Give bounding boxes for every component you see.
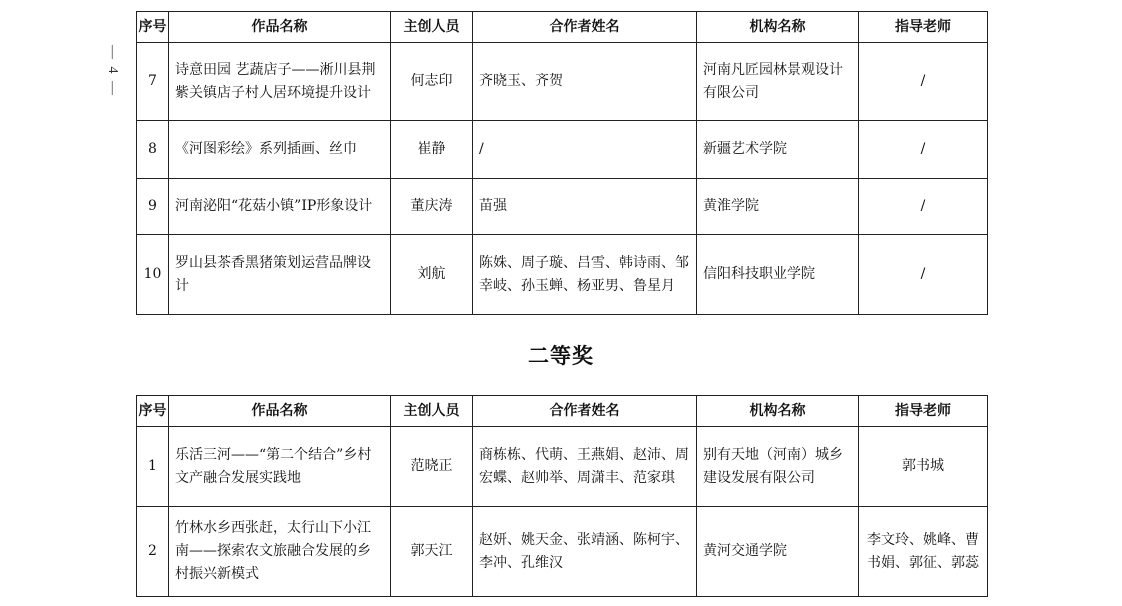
- row-institution: 河南凡匠园林景观设计有限公司: [697, 43, 859, 121]
- row-collaborators: 赵妍、姚天金、张靖涵、陈柯宇、李冲、孔维汉: [473, 507, 697, 597]
- section-title-second-prize: 二等奖: [528, 344, 594, 368]
- row-no: 2: [137, 507, 169, 597]
- header-advisor: 指导老师: [859, 12, 988, 43]
- header-no: 序号: [137, 12, 169, 43]
- row-collaborators: 苗强: [473, 179, 697, 235]
- row-creator: 范晓正: [391, 427, 473, 507]
- row-creator: 何志印: [391, 43, 473, 121]
- table-row: [137, 427, 988, 507]
- row-advisor: 郭书城: [859, 427, 988, 507]
- row-institution: 别有天地（河南）城乡建设发展有限公司: [697, 427, 859, 507]
- row-institution: 黄淮学院: [697, 179, 859, 235]
- header-collaborators: 合作者姓名: [473, 12, 697, 43]
- row-creator: 崔静: [391, 121, 473, 179]
- row-work: 乐活三河——“第二个结合”乡村文产融合发展实践地: [169, 427, 391, 507]
- row-work: 诗意田园 艺蔬店子——淅川县荆紫关镇店子村人居环境提升设计: [169, 43, 391, 121]
- header-no: 序号: [137, 396, 169, 427]
- header-institution: 机构名称: [697, 396, 859, 427]
- table-header-row: [137, 12, 988, 43]
- table-row: [137, 179, 988, 235]
- header-work: 作品名称: [169, 396, 391, 427]
- header-advisor: 指导老师: [859, 396, 988, 427]
- row-institution: 黄河交通学院: [697, 507, 859, 597]
- header-collaborators: 合作者姓名: [473, 396, 697, 427]
- row-creator: 郭天江: [391, 507, 473, 597]
- row-creator: 刘航: [391, 235, 473, 315]
- row-creator: 董庆涛: [391, 179, 473, 235]
- second-prize-table: [136, 395, 988, 597]
- row-institution: 信阳科技职业学院: [697, 235, 859, 315]
- row-no: 7: [137, 43, 169, 121]
- row-advisor: 李文玲、姚峰、曹书娟、郭征、郭蕊: [859, 507, 988, 597]
- row-no: 8: [137, 121, 169, 179]
- row-collaborators: 商栋栋、代萌、王燕娟、赵沛、周宏蝶、赵帅举、周潇丰、范家琪: [473, 427, 697, 507]
- row-no: 10: [137, 235, 169, 315]
- table-row: [137, 235, 988, 315]
- table-row: [137, 121, 988, 179]
- row-work: 河南泌阳“花菇小镇”IP形象设计: [169, 179, 391, 235]
- page-number: — 4 —: [105, 45, 120, 97]
- row-no: 1: [137, 427, 169, 507]
- row-advisor: /: [859, 235, 988, 315]
- row-advisor: /: [859, 121, 988, 179]
- row-institution: 新疆艺术学院: [697, 121, 859, 179]
- row-advisor: /: [859, 43, 988, 121]
- row-collaborators: 齐晓玉、齐贺: [473, 43, 697, 121]
- table-row: [137, 43, 988, 121]
- row-work: 《河图彩绘》系列插画、丝巾: [169, 121, 391, 179]
- header-creator: 主创人员: [391, 12, 473, 43]
- row-collaborators: 陈姝、周子璇、吕雪、韩诗雨、邹幸岐、孙玉蝉、杨亚男、鲁星月: [473, 235, 697, 315]
- header-creator: 主创人员: [391, 396, 473, 427]
- table-row: [137, 507, 988, 597]
- row-work: 罗山县茶香黑猪策划运营品牌设计: [169, 235, 391, 315]
- header-work: 作品名称: [169, 12, 391, 43]
- row-advisor: /: [859, 179, 988, 235]
- row-work: 竹林水乡西张赶，太行山下小江南——探索农文旅融合发展的乡村振兴新模式: [169, 507, 391, 597]
- table-header-row: [137, 396, 988, 427]
- header-institution: 机构名称: [697, 12, 859, 43]
- row-no: 9: [137, 179, 169, 235]
- first-prize-table-continued: [136, 11, 988, 315]
- row-collaborators: /: [473, 121, 697, 179]
